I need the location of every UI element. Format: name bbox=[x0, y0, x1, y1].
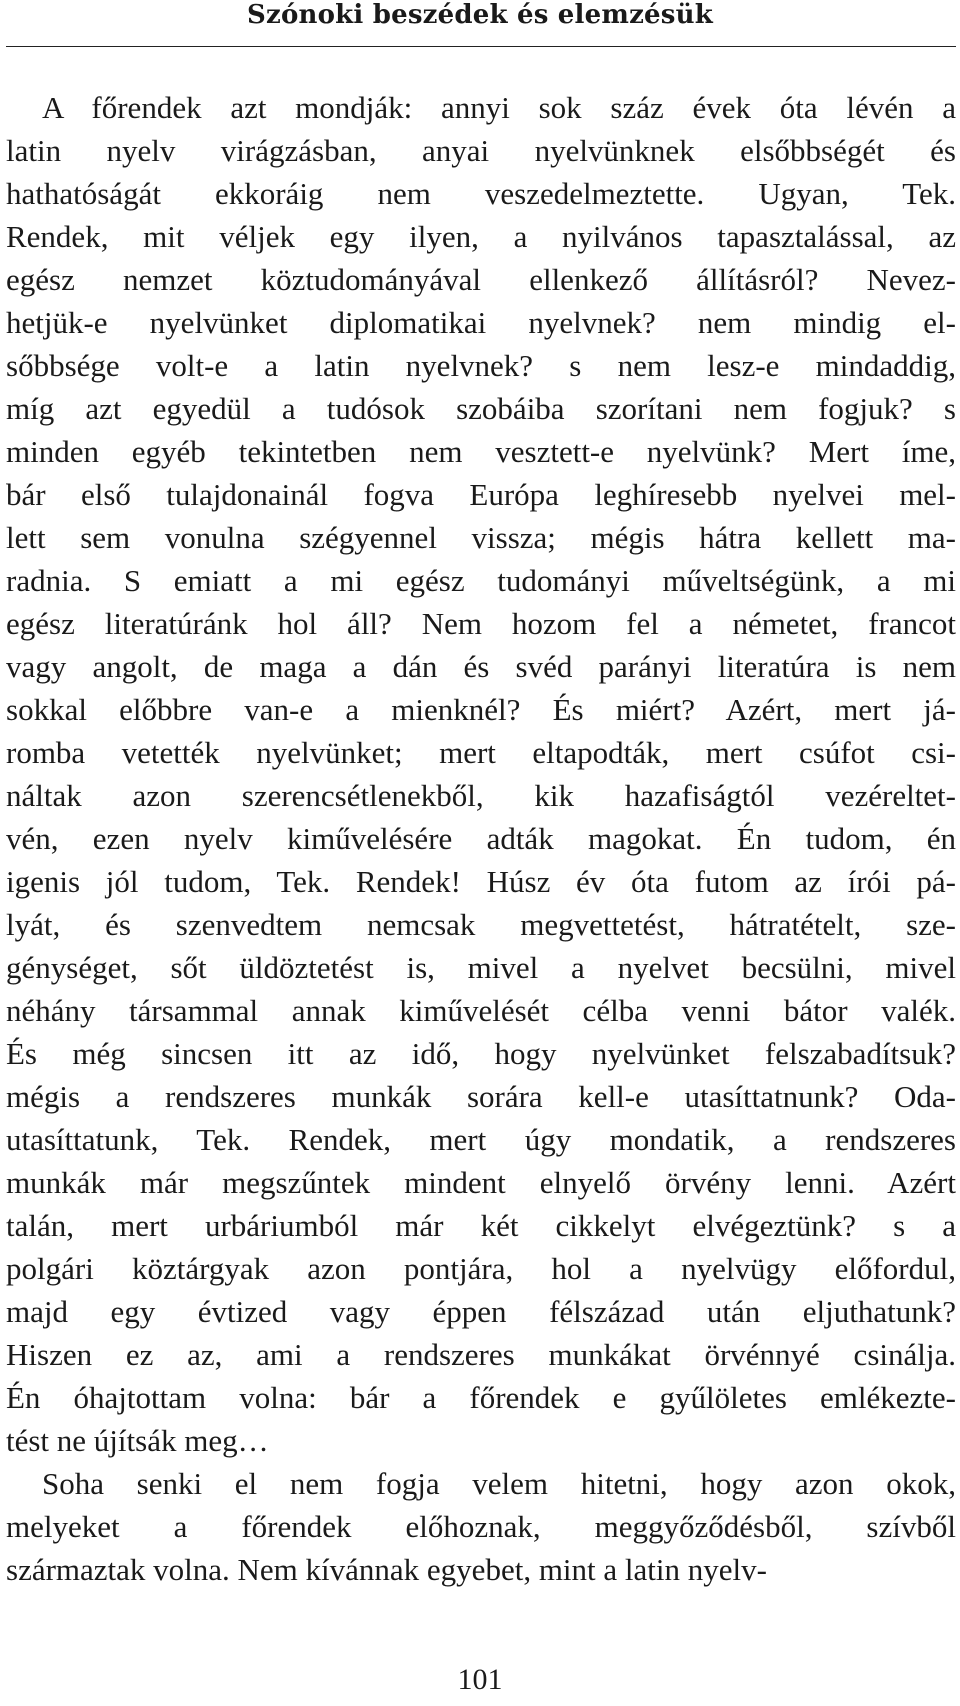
text-line: Soha senki el nem fogja velem hitetni, hogy azon okok, bbox=[42, 1466, 956, 1501]
text-line: talán, mert urbáriumból már két cikkelyt elvégeztünk? s a bbox=[6, 1208, 956, 1243]
text-line: polgári köztárgyak azon pontjára, hol a nyelvügy előfordul, bbox=[6, 1251, 956, 1286]
text-line: minden egyéb tekintetben nem vesztett-e nyelvünk? Mert íme, bbox=[6, 434, 956, 469]
text-line: lett sem vonulna szégyennel vissza; mégis hátra kellett ma- bbox=[6, 520, 956, 555]
text-line: Én óhajtottam volna: bár a főrendek e gyűlöletes emlékeztе- bbox=[6, 1380, 956, 1415]
text-line: És még sincsen itt az idő, hogy nyelvünket felszabadítsuk? bbox=[6, 1036, 956, 1071]
text-line: utasíttatunk, Tek. Rendek, mert úgy mondatik, a rendszeres bbox=[6, 1122, 956, 1157]
text-line: lyát, és szenvedtem nemcsak megvettetést, hátratételt, sze- bbox=[6, 907, 956, 942]
text-line: tést ne újítsák meg… bbox=[6, 1423, 269, 1458]
text-line: náltak azon szerencsétlenekből, kik hazafiságtól vezéreltet- bbox=[6, 778, 956, 813]
text-line: génységet, sőt üldöztetést is, mivel a nyelvet becsülni, mivel bbox=[6, 950, 956, 985]
text-line: Rendek, mit véljek egy ilyen, a nyilvános tapasztalással, az bbox=[6, 219, 956, 254]
running-header: Szónoki beszédek és elemzésük bbox=[247, 0, 713, 30]
text-line: munkák már megszűntek mindent elnyelő örvény lenni. Azért bbox=[6, 1165, 956, 1200]
text-line: igenis jól tudom, Tek. Rendek! Húsz év óta futom az írói pá- bbox=[6, 864, 956, 899]
paragraph-2 bbox=[6, 1462, 956, 1591]
text-line: néhány társammal annak kiművelését célba venni bátor valék. bbox=[6, 993, 956, 1028]
text-line: hetjük-e nyelvünket diplomatikai nyelvnek? nem mindig el- bbox=[6, 305, 956, 340]
page-number: 101 bbox=[457, 1663, 503, 1696]
text-line: sokkal előbbre van-e a mienknél? És miért? Azért, mert já- bbox=[6, 692, 956, 727]
text-line: vén, ezen nyelv kiművelésére adták magokat. Én tudom, én bbox=[6, 821, 956, 856]
text-line: bár első tulajdonainál fogva Európa leghíresebb nyelvei mel- bbox=[6, 477, 956, 512]
text-line: latin nyelv virágzásban, anyai nyelvünknek elsőbbségét és bbox=[6, 133, 956, 168]
text-line: melyeket a főrendek előhoznak, meggyőződésből, szívből bbox=[6, 1509, 956, 1544]
header-rule bbox=[6, 46, 956, 47]
paragraph-1 bbox=[6, 86, 956, 1462]
text-line: A főrendek azt mondják: annyi sok száz évek óta lévén a bbox=[42, 90, 956, 125]
text-line: vagy angolt, de maga a dán és svéd parányi literatúra is nem bbox=[6, 649, 956, 684]
text-line: míg azt egyedül a tudósok szobáiba szorítani nem fogjuk? s bbox=[6, 391, 956, 426]
text-line: romba vetették nyelvünket; mert eltapodták, mert csúfot csi- bbox=[6, 735, 956, 770]
body-text bbox=[6, 86, 956, 1591]
text-line: Hiszen ez az, ami a rendszeres munkákat örvénnyé csinálja. bbox=[6, 1337, 956, 1372]
text-line: származtak volna. Nem kívánnak egyebet, mint a latin nyelv- bbox=[6, 1552, 767, 1587]
text-line: mégis a rendszeres munkák sorára kell-e utasíttatnunk? Oda- bbox=[6, 1079, 956, 1114]
text-line: radnia. S emiatt a mi egész tudományi műveltségünk, a mi bbox=[6, 563, 956, 598]
text-line: sőbbsége volt-e a latin nyelvnek? s nem lesz-e mindaddig, bbox=[6, 348, 956, 383]
text-line: hathatóságát ekkoráig nem veszedelmeztette. Ugyan, Tek. bbox=[6, 176, 956, 211]
text-line: majd egy évtized vagy éppen félszázad után eljuthatunk? bbox=[6, 1294, 956, 1329]
text-line: egész nemzet köztudományával ellenkező állításról? Nevez- bbox=[6, 262, 956, 297]
text-line: egész literatúránk hol áll? Nem hozom fel a németet, francot bbox=[6, 606, 956, 641]
